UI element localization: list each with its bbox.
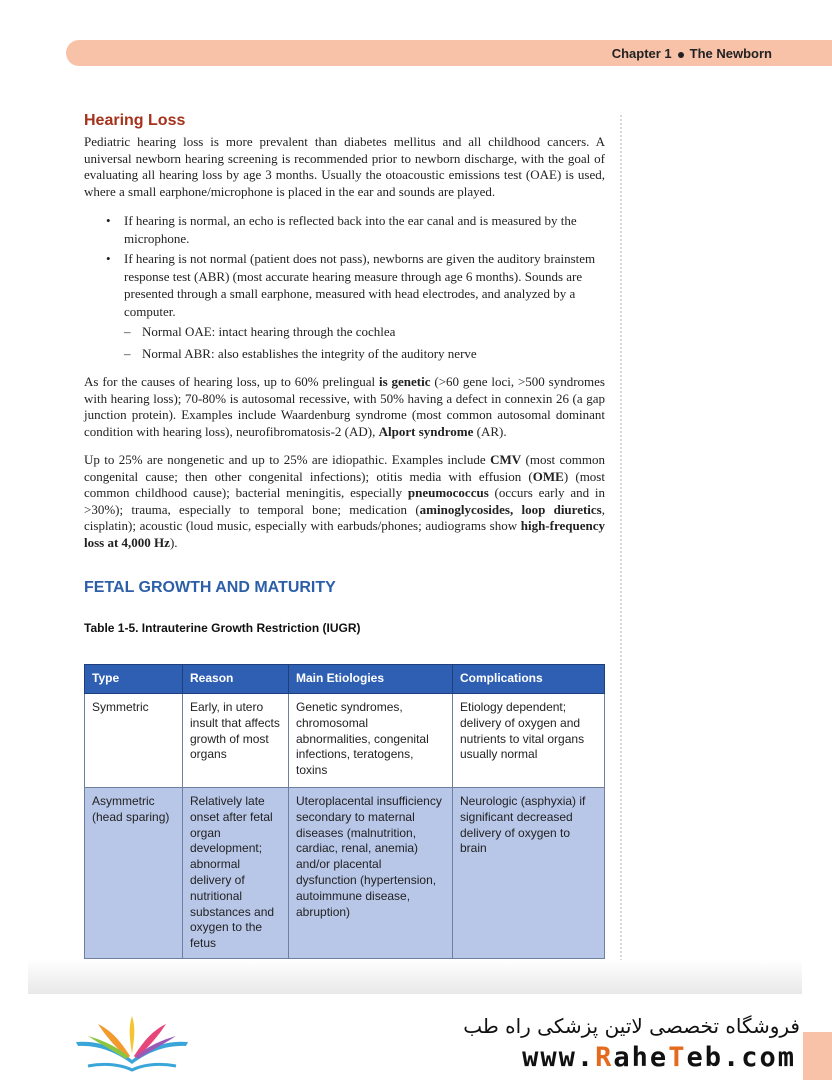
causes-paragraph: As for the causes of hearing loss, up to 60% prelingual is genetic (>60 gene loci, >500 syndromes with hearing loss); 70-80% is autosomal recessive, with 50% having a defect in connexin 26 (a gap junction protein). Examples include Waardenburg syndrome (most common autosomal dominant condition with hearing loss), neurofibromatosis-2 (AD), Alport syndrome (AR). [84,374,605,439]
table-cell: Asymmetric (head sparing) [85,788,183,959]
list-item: • If hearing is not normal (patient does not pass), newborns are given the auditory brainstem response test (ABR) (most accurate hearing measure through age 6 months). Sounds are presented through a small earphone, measured with head electrodes, and analyzed by a computer. – Normal OAE: intact hearing through the cochlea – Normal ABR: also establishes the integrity of the auditory nerve [124,250,605,362]
hearing-loss-heading: Hearing Loss [84,112,186,129]
table-cell: Relatively late onset after fetal organ development; abnormal delivery of nutritional substances and oxygen to the fetus [183,788,289,959]
column-header-type: Type [85,665,183,694]
hearing-bullet-list [84,212,605,362]
table-cell: Genetic syndromes, chromosomal abnormalities, congenital infections, teratogens, toxins [289,694,453,788]
column-header-complications: Complications [453,665,605,694]
sub-list-item: – Normal OAE: intact hearing through the cochlea [124,324,396,339]
sub-item-text: Normal ABR: also establishes the integrity of the auditory nerve [142,345,477,361]
table-cell: Neurologic (asphyxia) if significant decreased delivery of oxygen to brain [453,788,605,959]
table-caption: Table 1-5. Intrauterine Growth Restriction (IUGR) [84,621,361,635]
table-cell: Early, in utero insult that affects growth of most organs [183,694,289,788]
main-content [84,112,605,635]
table-row [85,694,605,788]
shop-name: فروشگاه تخصصی لاتین پزشکی راه طب [463,1014,800,1038]
table-row [85,788,605,959]
hearing-loss-intro: Pediatric hearing loss is more prevalent than diabetes mellitus and all childhood cancers. A universal newborn hearing screening is recommended prior to newborn discharge, with the goal of evaluating all hearing loss by age 3 months. Usually the otoacoustic emissions test (OAE) is used, where a small earphone/microphone is placed in the ear and sounds are played. [84,134,605,199]
margin-dotted-rule [620,115,622,965]
column-header-reason: Reason [183,665,289,694]
nongenetic-paragraph: Up to 25% are nongenetic and up to 25% are idiopathic. Examples include CMV (most common congenital cause; then other congenital infections); otitis media with effusion (OME) (most common childhood cause); bacterial meningitis, especially pneumococcus (occurs early and in >30%); trauma, especially to temporal bone; medication (aminoglycosides, loop diuretics, cisplatin); acoustic (loud music, especially with earbuds/phones; audiograms show high-frequency loss at 4,000 Hz). [84,452,606,550]
bullet-dot-icon [678,52,684,58]
book-logo-icon [68,1010,196,1072]
sub-item-text: Normal OAE: intact hearing through the cochlea [142,324,396,339]
table-cell: Etiology dependent; delivery of oxygen and nutrients to vital organs usually normal [453,694,605,788]
table-cell: Symmetric [85,694,183,788]
list-item: • If hearing is normal, an echo is reflected back into the ear canal and is measured by the microphone. [106,213,577,246]
table-cell: Uteroplacental insufficiency secondary to maternal diseases (malnutrition, cardiac, renal, anemia) and/or placental dysfunction (hypertension, autoimmune disease, abruption) [289,788,453,959]
bullet-text: If hearing is normal, an echo is reflected back into the ear canal and is measured by the microphone. [124,213,577,246]
chapter-title: The Newborn [689,46,772,61]
sub-list [124,323,605,362]
chapter-header [612,46,772,61]
chapter-header-bar [66,40,832,66]
iugr-table [84,664,605,959]
sub-list-item: – Normal ABR: also establishes the integrity of the auditory nerve [124,345,477,361]
page-bottom-shade [28,960,802,994]
bullet-text: If hearing is not normal (patient does not pass), newborns are given the auditory brainstem response test (ABR) (most accurate hearing measure through age 6 months). Sounds are presented through a small earphone, measured with head electrodes, and analyzed by a computer. [124,251,596,319]
column-header-etiologies: Main Etiologies [289,665,453,694]
table-header-row [85,665,605,694]
chapter-number: Chapter 1 [611,46,672,61]
fetal-growth-heading: FETAL GROWTH AND MATURITY [84,579,336,596]
shop-url[interactable]: www.RaheTeb.com [522,1042,796,1073]
footer-accent-tab [803,1032,832,1080]
